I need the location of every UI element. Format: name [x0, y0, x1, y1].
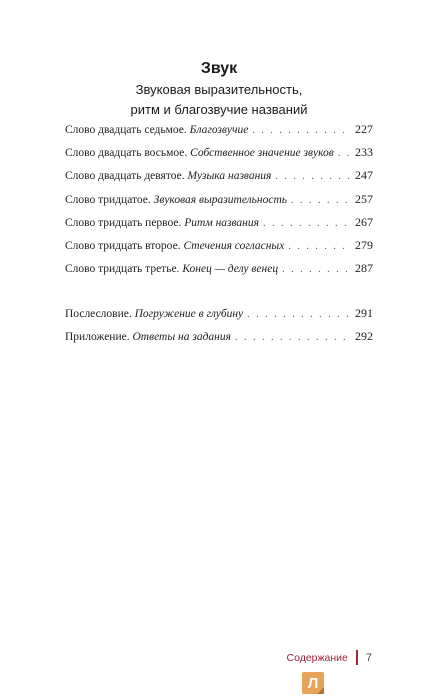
footer-divider: [356, 650, 358, 665]
toc-entry[interactable]: [65, 238, 373, 261]
toc-entry-title: Конец — делу венец: [182, 263, 279, 276]
toc-entry-lead: Приложение.: [65, 331, 130, 344]
toc-entry[interactable]: [65, 168, 373, 191]
toc-chapters: [65, 122, 373, 284]
toc-entry-page: 287: [355, 261, 373, 276]
toc-entry[interactable]: [65, 306, 373, 329]
toc-entry-title: Музыка названия: [187, 170, 272, 183]
toc-entry-lead: Послесловие.: [65, 308, 132, 320]
toc-entry-lead: Слово тридцать первое.: [65, 216, 182, 229]
dot-leader: [282, 264, 351, 275]
toc-entry-page: 292: [355, 329, 373, 344]
toc-entry[interactable]: [65, 145, 373, 168]
dot-leader: [263, 218, 351, 229]
toc-entry[interactable]: [65, 192, 373, 215]
dot-leader: [291, 195, 351, 206]
toc-appendices: [65, 306, 373, 352]
toc-entry-lead: Слово двадцать седьмое.: [65, 124, 187, 136]
section-subtitle: [0, 80, 438, 120]
dot-leader: [275, 171, 351, 182]
dot-leader: [247, 309, 351, 320]
toc-entry-page: 279: [355, 237, 373, 252]
toc-entry-page: 291: [355, 306, 373, 320]
publisher-logo-icon: Л: [302, 672, 324, 694]
page-number: 7: [365, 651, 372, 664]
toc-entry-title: Звуковая выразительность: [153, 193, 287, 206]
toc-entry-title: Благозвучие: [189, 124, 249, 136]
toc-entry[interactable]: [65, 329, 373, 352]
toc-entry-lead: Слово тридцать второе.: [65, 239, 181, 252]
toc-entry-title: Ответы на задания: [132, 331, 231, 344]
footer-section-name: Содержание: [286, 651, 348, 664]
dot-leader: [288, 241, 351, 252]
toc-entry-lead: Слово тридцать третье.: [65, 263, 180, 276]
toc-entry-lead: Слово двадцать девятое.: [65, 170, 185, 183]
toc-entry[interactable]: [65, 122, 373, 145]
toc-entry[interactable]: [65, 261, 373, 284]
toc-entry-title: Собственное значение звуков: [190, 147, 334, 160]
toc-entry-lead: Слово двадцать восьмое.: [65, 147, 188, 160]
toc-entry-page: 257: [355, 191, 373, 206]
toc-entry-page: 267: [355, 214, 373, 229]
toc-entry-page: 227: [355, 122, 373, 136]
dot-leader: [338, 148, 351, 159]
dot-leader: [252, 125, 351, 136]
toc-entry-page: 233: [355, 145, 373, 160]
section-subtitle-line-2: ритм и благозвучие названий: [130, 102, 308, 117]
toc-entry[interactable]: [65, 215, 373, 238]
section-subtitle-line-1: Звуковая выразительность,: [135, 82, 303, 97]
toc-entry-title: Погружение в глубину: [134, 308, 244, 320]
toc-entry-lead: Слово тридцатое.: [65, 193, 151, 206]
page-footer: [287, 650, 373, 665]
dot-leader: [235, 332, 351, 343]
section-title: Звук: [200, 60, 238, 77]
toc-entry-title: Ритм названия: [184, 216, 259, 229]
toc-entry-title: Стечения согласных: [183, 239, 285, 252]
toc-entry-page: 247: [355, 168, 373, 183]
